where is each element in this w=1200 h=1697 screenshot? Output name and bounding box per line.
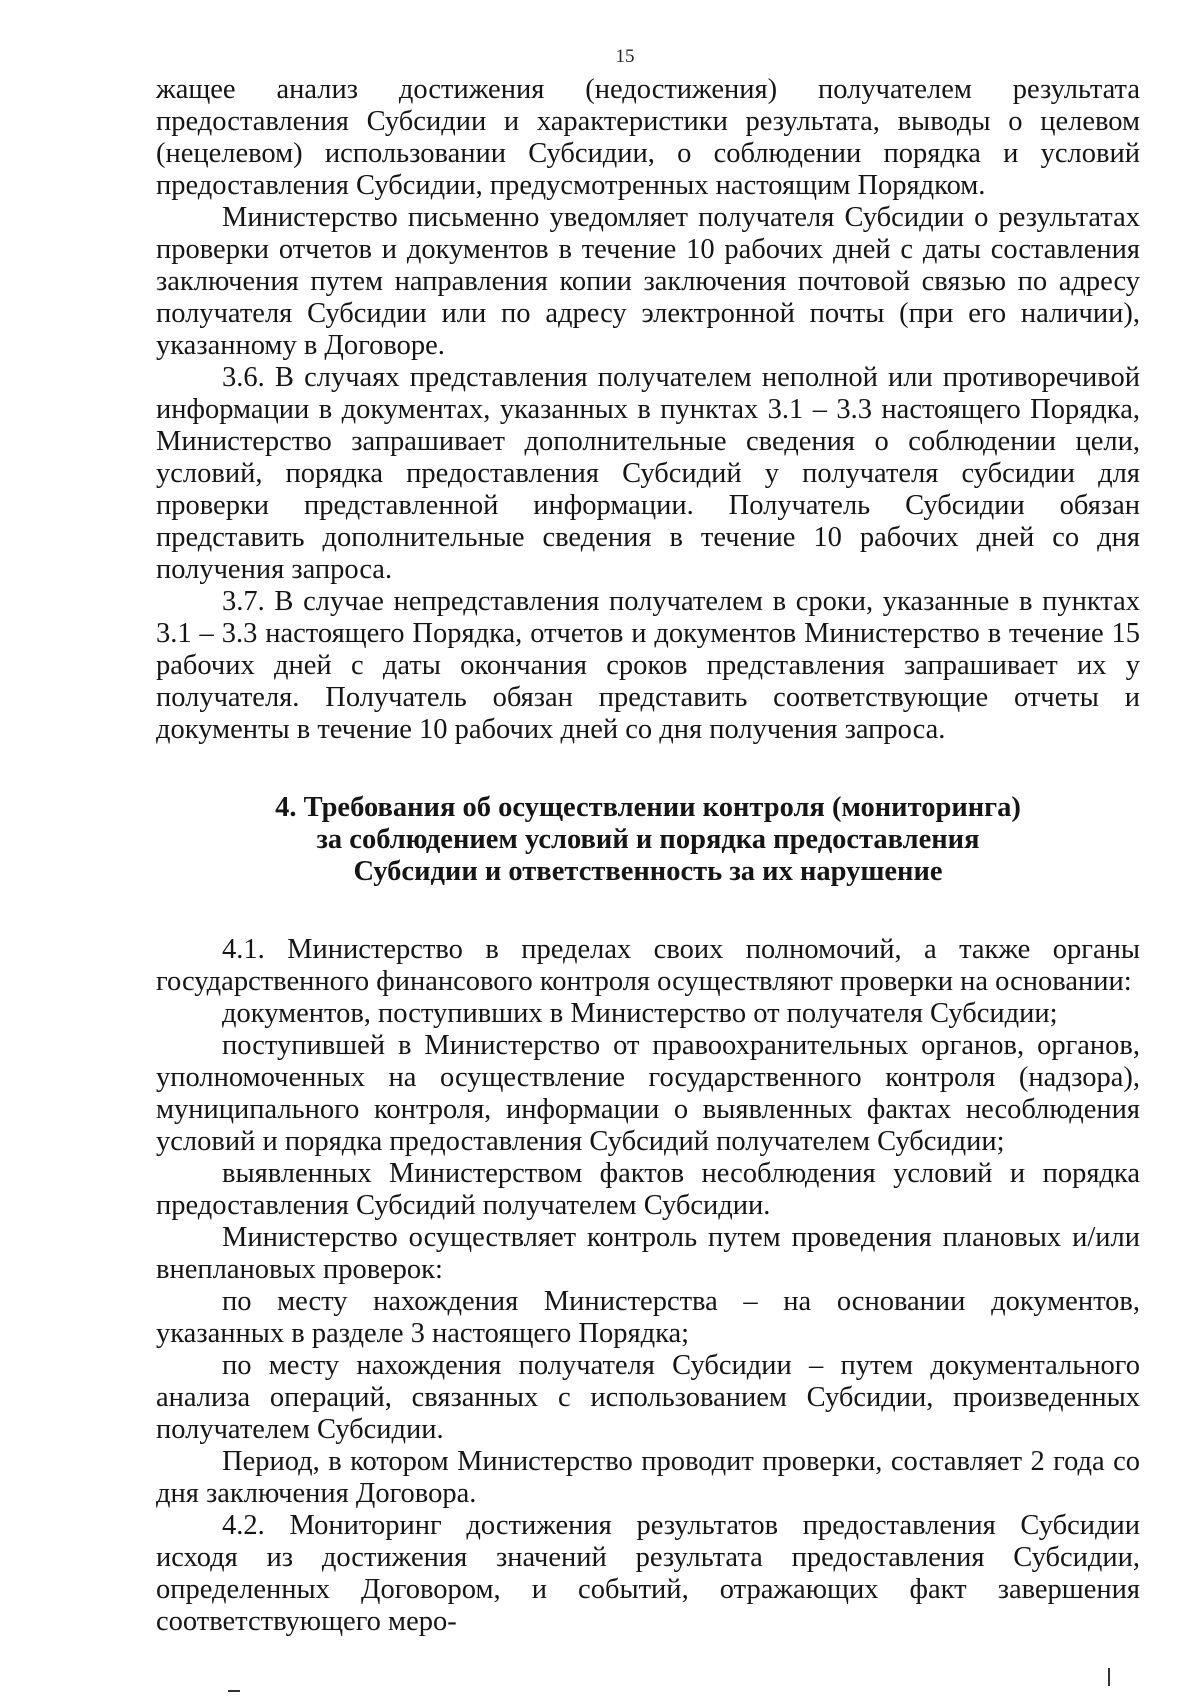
heading-line: 4. Требования об осуществлении контроля (мониторинга) <box>275 792 1021 823</box>
paragraph: Период, в котором Министерство проводит проверки, составляет 2 года со дня заключения Договора. <box>156 1446 1140 1509</box>
paragraph: Министерство письменно уведомляет получателя Субсидии о результатах проверки отчетов и документов в течение 10 рабочих дней с даты составления заключения путем направления копии заключения почтовой связью по адресу получателя Субсидии или по адресу электронной почты (при его наличии), указанному в Договоре. <box>156 202 1140 361</box>
section-heading <box>156 792 1140 888</box>
heading-line: за соблюдением условий и порядка предоставления <box>316 824 980 855</box>
heading-line: Субсидии и ответственность за их нарушение <box>353 856 943 887</box>
paragraph: 3.6. В случаях представления получателем неполной или противоречивой информации в документах, указанных в пунктах 3.1 – 3.3 настоящего Порядка, Министерство запрашивает дополнительные сведения о соблюдении цели, условий, порядка предоставления Субсидий у получателя субсидии для проверки представленной информации. Получатель Субсидии обязан представить дополнительные сведения в течение 10 рабочих дней со дня получения запроса. <box>156 362 1140 585</box>
paragraph: 4.1. Министерство в пределах своих полномочий, а также органы государственного финансового контроля осуществляют проверки на основании: <box>156 934 1140 997</box>
paragraph: по месту нахождения Министерства – на основании документов, указанных в разделе 3 настоящего Порядка; <box>156 1286 1140 1349</box>
paragraph: выявленных Министерством фактов несоблюдения условий и порядка предоставления Субсидий получателем Субсидии. <box>156 1158 1140 1221</box>
paragraph: жащее анализ достижения (недостижения) получателем результата предоставления Субсидии и характеристики результата, выводы о целевом (нецелевом) использовании Субсидии, о соблюдении порядка и условий предоставления Субсидии, предусмотренных настоящим Порядком. <box>156 74 1140 201</box>
paragraph: 4.2. Мониторинг достижения результатов предоставления Субсидии исходя из достижения значений результата предоставления Субсидии, определенных Договором, и событий, отражающих факт завершения соответствующего меро- <box>156 1510 1140 1637</box>
paragraph: 3.7. В случае непредставления получателем в сроки, указанные в пунктах 3.1 – 3.3 настоящего Порядка, отчетов и документов Министерство в течение 15 рабочих дней с даты окончания сроков представления запрашивает их у получателя. Получатель обязан представить соответствующие отчеты и документы в течение 10 рабочих дней со дня получения запроса. <box>156 586 1140 745</box>
paragraph: документов, поступивших в Министерство от получателя Субсидии; <box>222 998 1058 1029</box>
paragraph: поступившей в Министерство от правоохранительных органов, органов, уполномоченных на осуществление государственного контроля (надзора), муниципального контроля, информации о выявленных фактах несоблюдения условий и порядка предоставления Субсидий получателем Субсидии; <box>156 1030 1140 1157</box>
paragraph: Министерство осуществляет контроль путем проведения плановых и/или внеплановых проверок: <box>156 1222 1140 1285</box>
scan-artifact <box>228 1690 240 1692</box>
document-body <box>156 74 1140 1638</box>
scan-artifact <box>1108 1668 1110 1686</box>
page-number: 15 <box>615 46 635 67</box>
paragraph: по месту нахождения получателя Субсидии – путем документального анализа операций, связанных с использованием Субсидии, произведенных получателем Субсидии. <box>156 1350 1140 1445</box>
